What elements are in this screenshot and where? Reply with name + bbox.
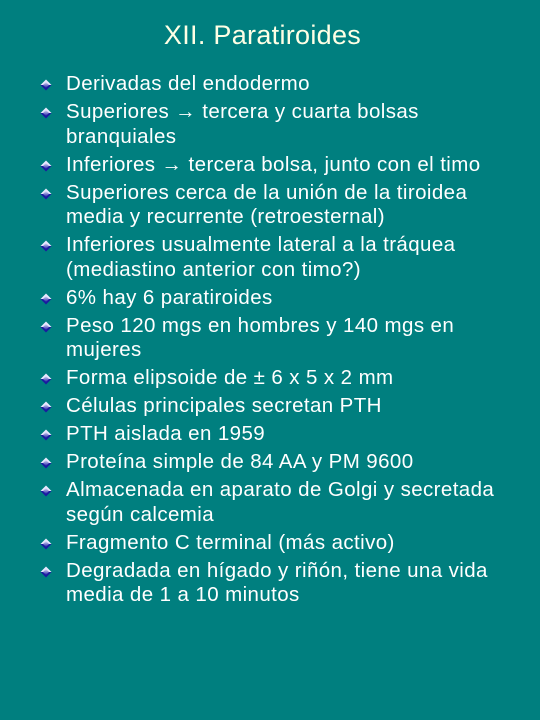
bullet-text: Fragmento C terminal (más activo) (66, 530, 395, 554)
bullet-item (40, 100, 510, 149)
diamond-bullet-icon (40, 79, 52, 91)
bullet-text: Derivadas del endodermo (66, 72, 310, 95)
bullet-item (40, 394, 510, 419)
diamond-bullet-icon (40, 188, 52, 200)
bullet-item (40, 314, 510, 363)
diamond-bullet-icon (40, 429, 52, 441)
bullet-item (40, 72, 510, 97)
bullet-item (40, 286, 510, 311)
bullet-text: Peso 120 mgs en hombres y 140 mgs en mujeres (66, 313, 455, 362)
diamond-bullet-icon (40, 457, 52, 469)
bullet-text: Degradada en hígado y riñón, tiene una vida media de 1 a 10 minutos (66, 558, 488, 607)
bullet-item (40, 153, 510, 178)
diamond-bullet-icon (40, 293, 52, 305)
slide-title: XII. Paratiroides (163, 20, 362, 50)
bullet-text: Almacenada en aparato de Golgi y secretada según calcemia (66, 478, 495, 526)
bullet-text: 6% hay 6 paratiroides (66, 285, 273, 309)
bullet-text: Superiores → tercera y cuarta bolsas branquiales (66, 99, 419, 148)
bullet-text: PTH aislada en 1959 (66, 422, 266, 446)
bullet-item (40, 366, 510, 391)
bullet-text: Forma elipsoide de ± 6 x 5 x 2 mm (66, 366, 394, 390)
bullet-item (40, 233, 510, 282)
diamond-bullet-icon (40, 107, 52, 119)
bullet-item (40, 531, 510, 556)
bullet-item (40, 450, 510, 475)
diamond-bullet-icon (40, 566, 52, 578)
bullet-text: Proteína simple de 84 AA y PM 9600 (66, 450, 414, 474)
bullet-item (40, 559, 510, 608)
diamond-bullet-icon (40, 240, 52, 252)
bullet-text: Superiores cerca de la unión de la tiroidea media y recurrente (retroesternal) (66, 180, 468, 229)
bullet-list (40, 72, 510, 611)
diamond-bullet-icon (40, 321, 52, 333)
bullet-text: Inferiores usualmente lateral a la tráquea (mediastino anterior con timo?) (66, 233, 456, 281)
bullet-text: Inferiores → tercera bolsa, junto con el timo (66, 152, 481, 176)
bullet-text: Células principales secretan PTH (66, 394, 382, 418)
bullet-item (40, 181, 510, 230)
diamond-bullet-icon (40, 401, 52, 413)
diamond-bullet-icon (40, 485, 52, 497)
diamond-bullet-icon (40, 160, 52, 172)
bullet-item (40, 478, 510, 527)
bullet-item (40, 422, 510, 447)
diamond-bullet-icon (40, 538, 52, 550)
diamond-bullet-icon (40, 373, 52, 385)
